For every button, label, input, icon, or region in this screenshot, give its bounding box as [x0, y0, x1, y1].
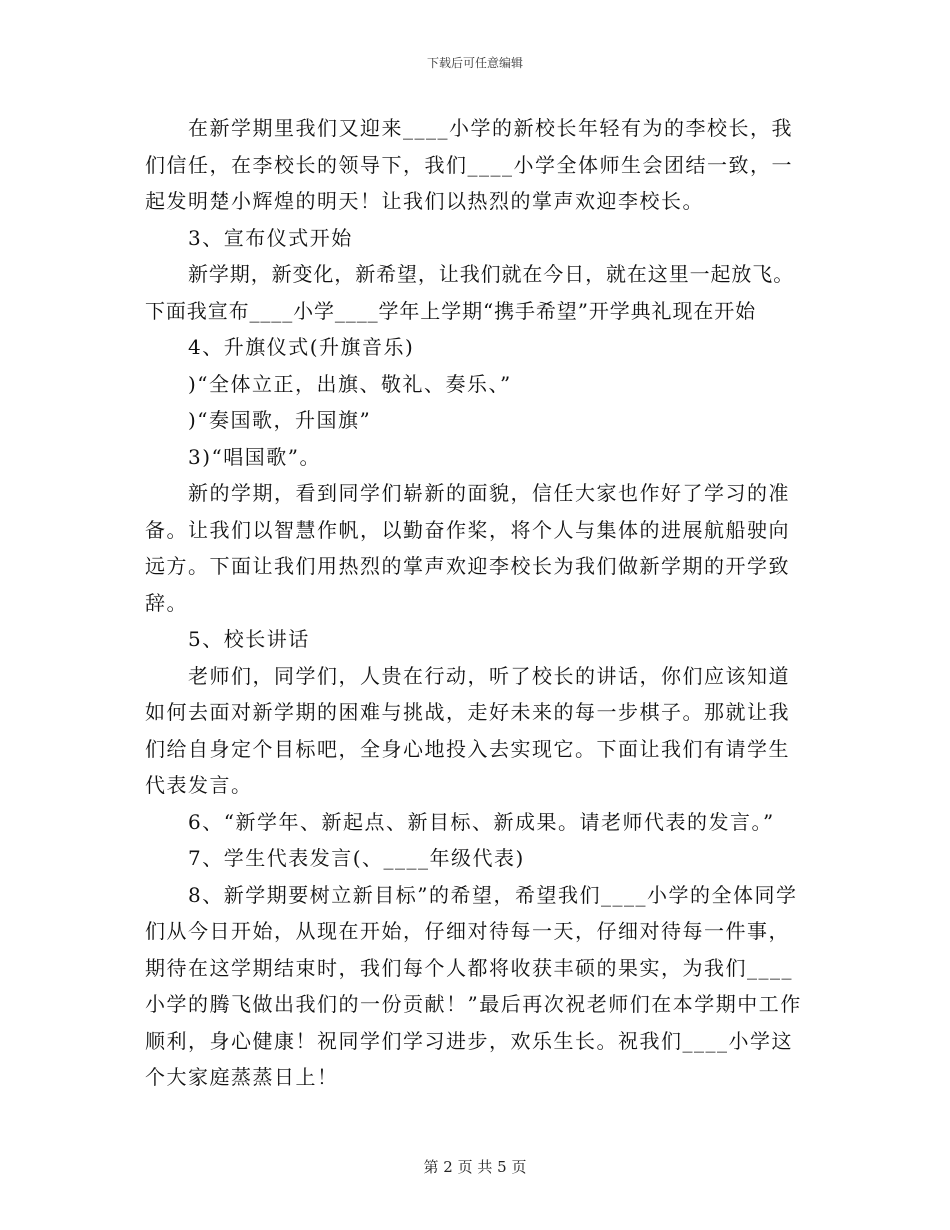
list-item-flag-2: )“奏国歌，升国旗”	[188, 408, 372, 432]
document-body	[145, 110, 810, 1096]
paragraph-new-semester: 新的学期，看到同学们崭新的面貌，信任大家也作好了学习的准备。让我们以智慧作帆，以勤奋作桨，将个人与集体的进展航船驶向远方。下面让我们用热烈的掌声欢迎李校长为我们做新学期的开学致辞。	[145, 481, 790, 615]
paragraph-closing: 8、新学期要树立新目标”的希望，希望我们____小学的全体同学们从今日开始，从现在开始，仔细对待每一天，仔细对待每一件事，期待在这学期结束时，我们每个人都将收获丰硕的果实，为我们____小学的腾飞做出我们的一份贡献！”最后再次祝老师们在本学期中工作顺利，身心健康！祝同学们学习进步，欢乐生长。祝我们____小学这个大家庭蒸蒸日上！	[145, 882, 802, 1089]
section-heading-3: 3、宣布仪式开始	[188, 225, 353, 250]
list-item-flag-3: 3)“唱国歌”。	[188, 444, 321, 469]
paragraph-welcome-principal: 在新学期里我们又迎来____小学的新校长年轻有为的李校长，我们信任，在李校长的领导下，我们____小学全体师生会团结一致，一起发明楚小辉煌的明天！让我们以热烈的掌声欢迎李校长。	[145, 116, 793, 213]
paragraph-principal-speech: 老师们，同学们，人贵在行动，听了校长的讲话，你们应该知道如何去面对新学期的困难与挑战，走好未来的每一步棋子。那就让我们给自身定个目标吧，全身心地投入去实现它。下面让我们有请学生代表发言。	[145, 663, 790, 797]
section-heading-5: 5、校长讲话	[188, 627, 310, 651]
section-heading-4: 4、升旗仪式(升旗音乐)	[188, 335, 415, 359]
page-footer: 第 2 页 共 5 页	[423, 1158, 527, 1176]
section-heading-6: 6、“新学年、新起点、新目标、新成果。请老师代表的发言。”	[188, 809, 775, 834]
page-header: 下载后可任意编辑	[426, 56, 523, 70]
paragraph-ceremony-open: 新学期，新变化，新希望，让我们就在今日，就在这里一起放飞。下面我宣布____小学____学年上学期“携手希望”开学典礼现在开始	[145, 262, 795, 323]
section-heading-7: 7、学生代表发言(、____年级代表)	[188, 846, 525, 870]
list-item-flag-1: )“全体立正，出旗、敬礼、奏乐、”	[188, 371, 512, 396]
